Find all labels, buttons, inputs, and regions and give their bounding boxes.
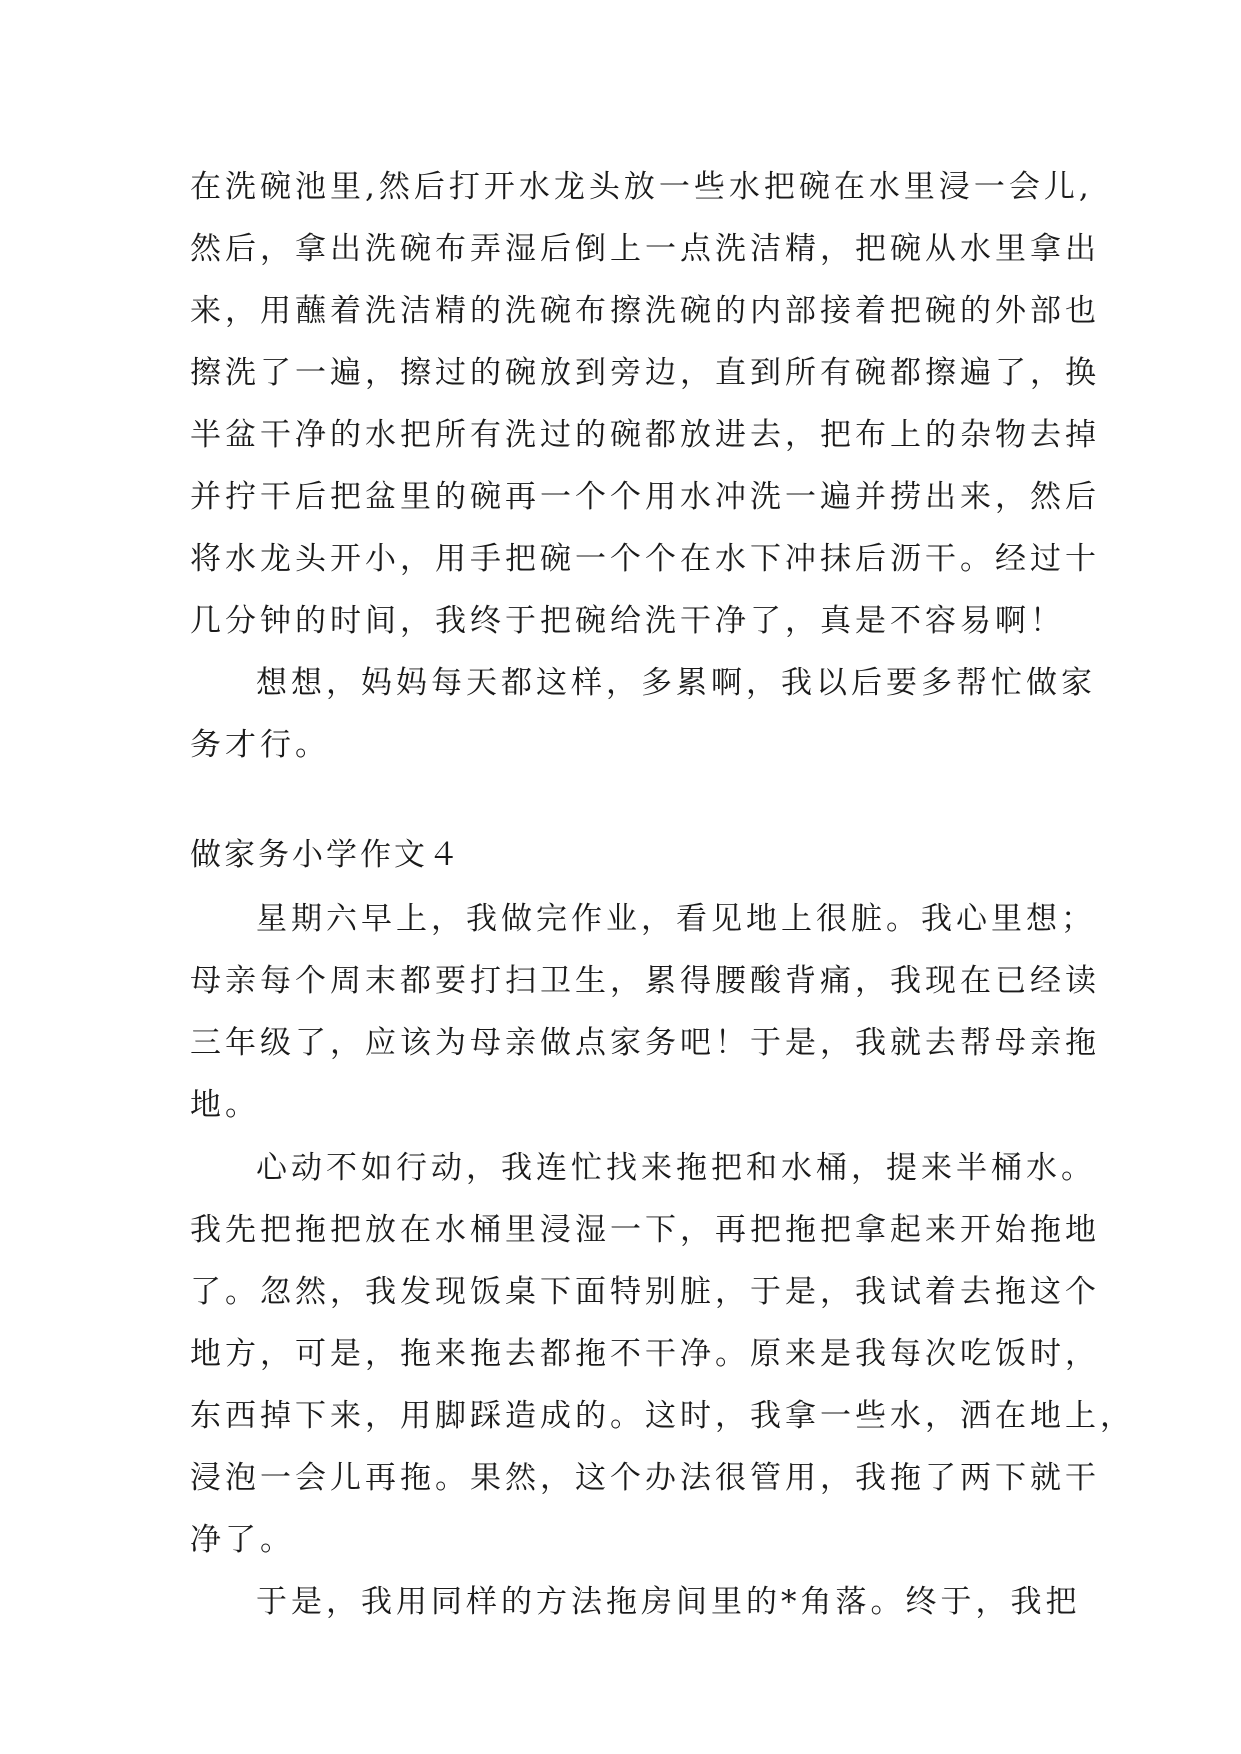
text-line: 星期六早上，我做完作业，看见地上很脏。我心里想； — [256, 901, 1096, 937]
text-line: 母亲每个周末都要打扫卫生，累得腰酸背痛，我现在已经读 — [190, 963, 1100, 999]
section-heading: 做家务小学作文４ — [190, 837, 462, 873]
text-line: 将水龙头开小，用手把碗一个个在水下冲抹后沥干。经过十 — [190, 541, 1100, 577]
text-line: 心动不如行动，我连忙找来拖把和水桶，提来半桶水。 — [256, 1150, 1096, 1186]
text-line: 我先把拖把放在水桶里浸湿一下，再把拖把拿起来开始拖地 — [190, 1212, 1100, 1248]
text-line: 东西掉下来，用脚踩造成的。这时，我拿一些水，洒在地上， — [190, 1398, 1135, 1434]
text-line: 地方，可是，拖来拖去都拖不干净。原来是我每次吃饭时， — [190, 1336, 1100, 1372]
paragraph-saturday — [190, 888, 1100, 1136]
text-line: 三年级了，应该为母亲做点家务吧！于是，我就去帮母亲拖 — [190, 1025, 1100, 1061]
paragraph-corners — [190, 1571, 1090, 1633]
text-line: 地。 — [190, 1087, 260, 1123]
text-line: 务才行。 — [190, 727, 330, 763]
text-line: 然后，拿出洗碗布弄湿后倒上一点洗洁精，把碗从水里拿出 — [190, 231, 1100, 267]
paragraph-reflection — [190, 652, 1096, 776]
text-line: 在洗碗池里,然后打开水龙头放一些水把碗在水里浸一会儿, — [190, 169, 1093, 205]
text-line: 想想，妈妈每天都这样，多累啊，我以后要多帮忙做家 — [256, 665, 1096, 701]
paragraph-dishwashing — [190, 156, 1100, 652]
text-line: 擦洗了一遍，擦过的碗放到旁边，直到所有碗都擦遍了，换 — [190, 355, 1100, 391]
text-line: 并拧干后把盆里的碗再一个个用水冲洗一遍并捞出来，然后 — [190, 479, 1100, 515]
paragraph-mopping — [190, 1137, 1135, 1571]
section-heading-block — [190, 824, 1090, 886]
text-line: 于是，我用同样的方法拖房间里的*角落。终于，我把 — [256, 1584, 1081, 1620]
text-line: 浸泡一会儿再拖。果然，这个办法很管用，我拖了两下就干 — [190, 1460, 1100, 1496]
text-line: 了。忽然，我发现饭桌下面特别脏，于是，我试着去拖这个 — [190, 1274, 1100, 1310]
text-line: 来，用蘸着洗洁精的洗碗布擦洗碗的内部接着把碗的外部也 — [190, 293, 1100, 329]
text-line: 半盆干净的水把所有洗过的碗都放进去，把布上的杂物去掉 — [190, 417, 1100, 453]
text-line: 净了。 — [190, 1522, 295, 1558]
text-line: 几分钟的时间，我终于把碗给洗干净了，真是不容易啊！ — [190, 603, 1065, 639]
